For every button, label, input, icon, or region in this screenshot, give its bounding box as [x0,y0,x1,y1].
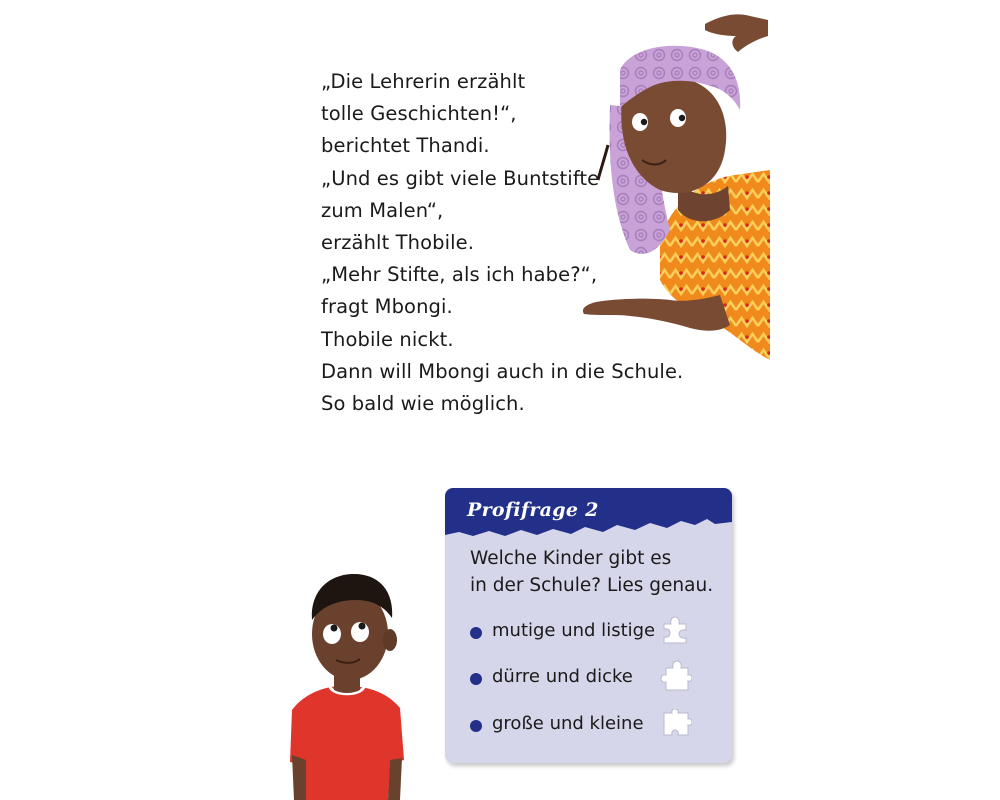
bullet-icon [470,720,482,732]
answer-option[interactable] [470,618,720,648]
profifrage-card [445,488,732,763]
story-line: „Mehr Stifte, als ich habe?“, [321,263,598,287]
puzzle-piece-icon [660,615,690,645]
story-line: berichtet Thandi. [321,134,490,158]
story-line: Dann will Mbongi auch in die Schule. [321,359,684,383]
story-line: erzählt Thobile. [321,230,475,254]
woman-illustration [560,10,770,370]
bullet-icon [470,673,482,685]
answer-option-label: dürre und dicke [492,666,633,687]
boy-illustration [272,560,412,800]
answer-option-label: mutige und listige [492,620,656,641]
story-line: „Die Lehrerin erzählt [321,70,526,93]
puzzle-piece-icon [662,709,692,737]
question-line: Welche Kinder gibt es [470,548,672,569]
answer-option-label: große und kleine [492,713,644,734]
card-title: Profifrage 2 [467,499,599,521]
bullet-icon [470,627,482,639]
story-line: zum Malen“, [321,198,444,222]
answer-option[interactable] [470,664,720,694]
story-line: Thobile nickt. [321,327,454,351]
question-line: in der Schule? Lies genau. [470,575,714,596]
puzzle-piece-icon [660,660,692,692]
story-line: fragt Mbongi. [321,295,453,319]
answer-option[interactable] [470,711,720,741]
story-line: So bald wie möglich. [321,391,525,415]
story-line: tolle Geschichten!“, [321,102,517,126]
story-line: „Und es gibt viele Buntstifte [321,166,600,190]
question-text [470,545,713,599]
